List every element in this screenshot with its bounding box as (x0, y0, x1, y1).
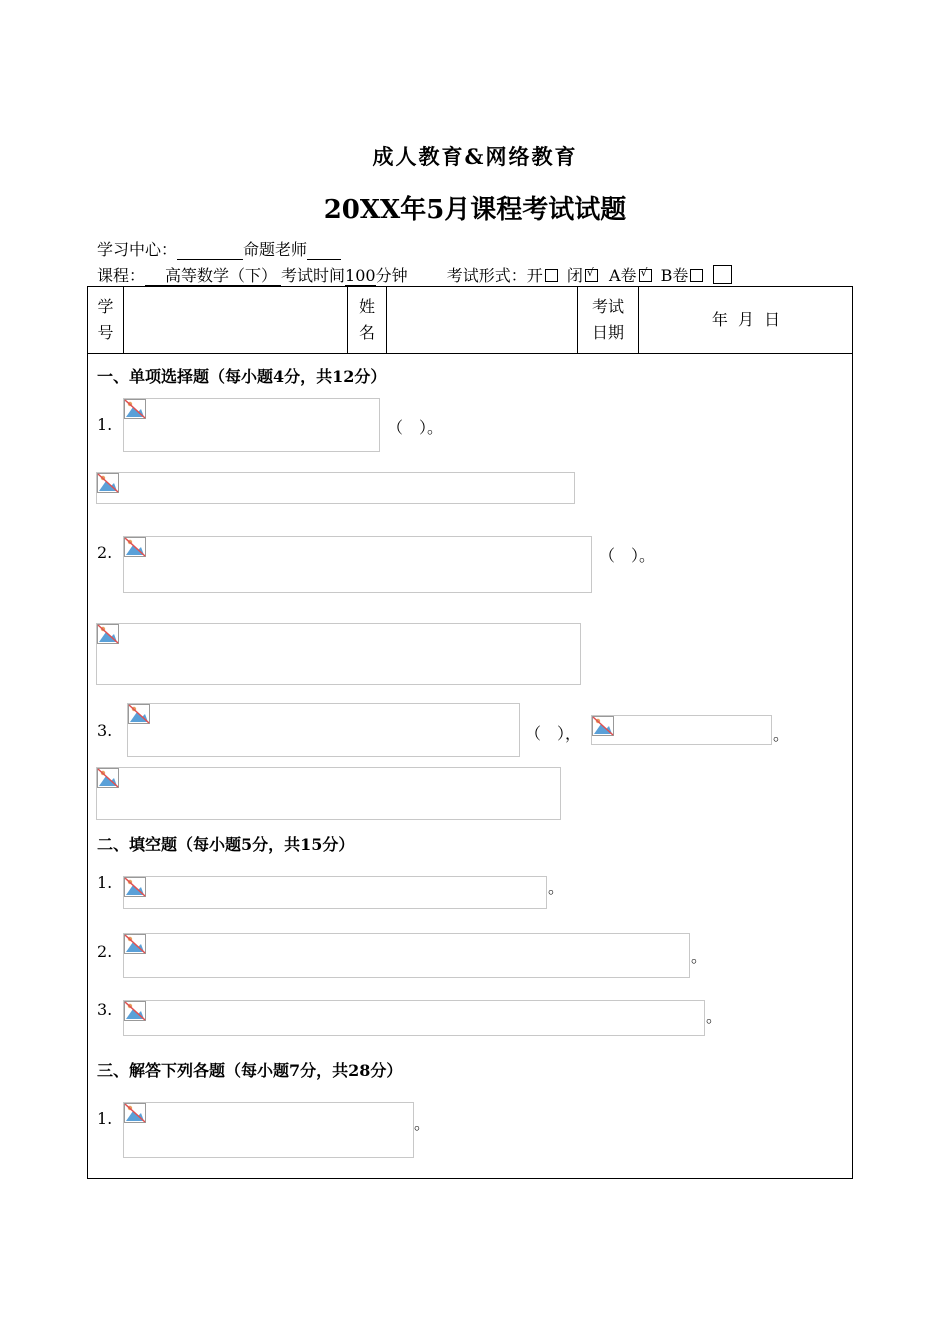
s1-q3-options-image (96, 767, 561, 820)
broken-image-icon (128, 704, 150, 724)
name-field[interactable] (387, 287, 577, 353)
s1-q1-options-image (96, 472, 575, 504)
student-id-label: 学 号 (97, 297, 114, 342)
broken-image-icon (124, 537, 146, 557)
section-2-title: 二、填空题（每小题5分，共15分） (97, 835, 355, 854)
student-id-field[interactable] (124, 287, 347, 353)
section-3-title: 三、解答下列各题（每小题7分，共28分） (97, 1061, 403, 1080)
s2-q1-period: 。 (548, 878, 565, 897)
broken-image-icon (124, 934, 146, 954)
paper-a-checkbox-icon[interactable] (639, 269, 652, 282)
s2-q3-period: 。 (706, 1007, 723, 1026)
s2-q2-period: 。 (691, 947, 708, 966)
s2-q2-number: 2. (97, 942, 113, 961)
exam-subtitle: 20XX年5月课程考试试题 (323, 195, 627, 225)
learning-center-label: 学习中心： (97, 240, 178, 259)
paper-b-label: B卷 (660, 266, 689, 285)
s1-q1-number: 1. (97, 415, 113, 434)
name-label: 姓 名 (358, 297, 375, 342)
exam-time-label: 考试时间 (281, 266, 346, 285)
exam-date-value: 年 月 日 (711, 310, 781, 329)
section-1-title: 一、单项选择题（每小题4分，共12分） (97, 367, 387, 386)
open-label: 开 (526, 266, 543, 285)
broken-image-icon (124, 1001, 146, 1021)
page-title: 成人教育&网络教育 (372, 144, 578, 169)
s2-q1-number: 1. (97, 873, 113, 892)
exam-date-label: 考试 日期 (591, 297, 624, 342)
info-line-1 (97, 237, 341, 260)
broken-image-icon (97, 473, 119, 493)
broken-image-icon (97, 624, 119, 644)
exam-form-label: 考试形式： (446, 266, 527, 285)
s1-q2-number: 2. (97, 543, 113, 562)
extra-checkbox-icon[interactable] (713, 265, 732, 284)
s1-q2-answer-paren: （ ）。 (599, 546, 656, 565)
learning-center-blank[interactable] (177, 241, 243, 260)
paper-b-checkbox-icon[interactable] (690, 269, 703, 282)
exam-time-value: 100 (345, 266, 376, 285)
exam-time-unit: 分钟 (375, 266, 408, 285)
s1-q1-image (123, 398, 380, 452)
teacher-label: 命题老师 (243, 240, 308, 259)
s1-q3-answer-paren: （ ）， (525, 724, 582, 743)
closed-checkbox-icon[interactable] (585, 269, 598, 282)
paper-a-label: A卷 (608, 266, 637, 285)
info-line-2 (97, 263, 732, 286)
s2-q3-image (123, 1000, 705, 1036)
broken-image-icon (124, 877, 146, 897)
s1-q3-number: 3. (97, 721, 113, 740)
course-value: 高等数学（下） (145, 266, 281, 286)
broken-image-icon (592, 716, 614, 736)
s1-q2-options-image (96, 623, 581, 685)
s1-q1-answer-paren: （ ）。 (387, 418, 444, 437)
s3-q1-period: 。 (414, 1114, 431, 1133)
s1-q3-period: 。 (773, 725, 790, 744)
s2-q1-image (123, 876, 547, 909)
s2-q2-image (123, 933, 690, 978)
teacher-blank[interactable] (307, 241, 341, 260)
s3-q1-image (123, 1102, 414, 1158)
s3-q1-number: 1. (97, 1109, 113, 1128)
broken-image-icon (97, 768, 119, 788)
broken-image-icon (124, 399, 146, 419)
open-checkbox-icon[interactable] (545, 269, 558, 282)
course-label: 课程： (97, 266, 146, 285)
s1-q3-inline-image (591, 715, 772, 745)
s1-q3-image (127, 703, 520, 757)
broken-image-icon (124, 1103, 146, 1123)
closed-label: 闭 (566, 266, 583, 285)
s2-q3-number: 3. (97, 1000, 113, 1019)
s1-q2-image (123, 536, 592, 593)
